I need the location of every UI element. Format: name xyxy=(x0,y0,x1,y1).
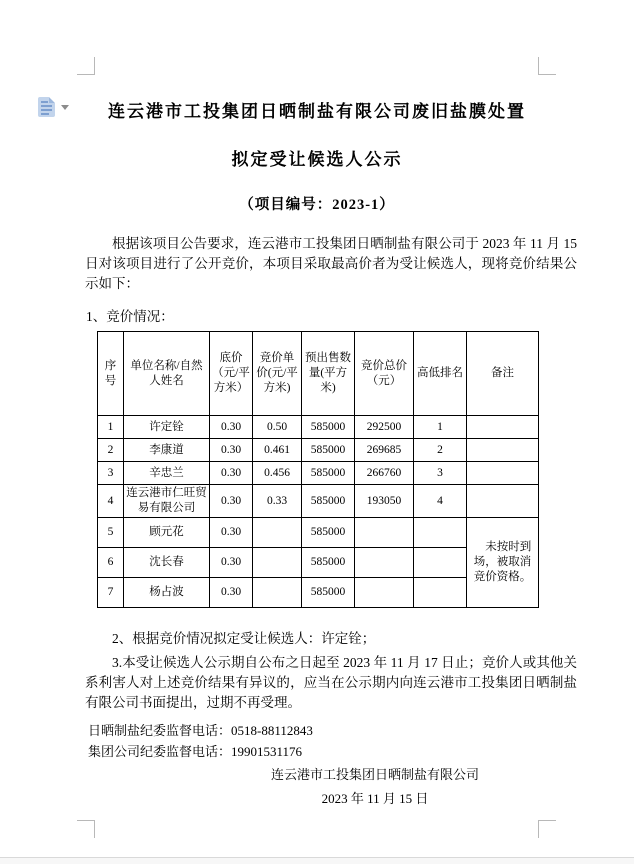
cell-base-price: 0.30 xyxy=(210,462,253,485)
candidate-paragraph: 2、根据竞价情况拟定受让候选人：许定铨； xyxy=(112,631,376,646)
cell-total-price: 266760 xyxy=(355,462,414,485)
cell-rank: 2 xyxy=(414,439,467,462)
cell-total-price: 269685 xyxy=(355,439,414,462)
cell-remark xyxy=(467,485,539,518)
cell-name: 辛忠兰 xyxy=(124,462,210,485)
cell-seq: 7 xyxy=(98,578,124,608)
header-rank: 高低排名 xyxy=(414,332,467,416)
publicity-period-paragraph: 3.本受让候选人公示期自公布之日起至 2023 年 11 月 17 日止；竞价人或其他关系利害人对上述竞价结果有异议的，应当在公示期内向连云港市工投集团日晒制盐有限公司书面提出，过期不再受理。 xyxy=(85,655,577,710)
cell-base-price: 0.30 xyxy=(210,439,253,462)
bidding-table xyxy=(97,331,539,608)
table-header-row xyxy=(98,332,539,416)
cell-name: 杨占波 xyxy=(124,578,210,608)
cell-seq: 3 xyxy=(98,462,124,485)
cell-name: 沈长春 xyxy=(124,548,210,578)
section1-heading: 1、竞价情况： xyxy=(86,309,174,324)
signature-block xyxy=(120,763,630,811)
cell-quantity: 585000 xyxy=(302,439,355,462)
crop-mark-bottom-right-icon xyxy=(538,820,556,838)
page-bottom-edge xyxy=(0,857,634,864)
cell-rank xyxy=(414,518,467,548)
cell-quantity: 585000 xyxy=(302,416,355,439)
header-quantity: 预出售数量(平方米) xyxy=(302,332,355,416)
cell-bid-unit-price xyxy=(253,578,302,608)
document-title-line2: 拟定受让候选人公示 xyxy=(231,150,403,169)
cell-quantity: 585000 xyxy=(302,485,355,518)
cell-rank: 1 xyxy=(414,416,467,439)
cell-bid-unit-price xyxy=(253,518,302,548)
cell-base-price: 0.30 xyxy=(210,485,253,518)
cell-base-price: 0.30 xyxy=(210,578,253,608)
table-row xyxy=(98,439,539,462)
cell-total-price xyxy=(355,548,414,578)
cell-seq: 2 xyxy=(98,439,124,462)
supervision-contacts xyxy=(88,721,313,762)
cell-bid-unit-price: 0.50 xyxy=(253,416,302,439)
cell-seq: 4 xyxy=(98,485,124,518)
contact-line-group-company: 集团公司纪委监督电话：19901531176 xyxy=(88,743,303,759)
table-row xyxy=(98,485,539,518)
cell-quantity: 585000 xyxy=(302,462,355,485)
document-title-line1: 连云港市工投集团日晒制盐有限公司废旧盐膜处置 xyxy=(108,102,526,121)
cell-rank: 4 xyxy=(414,485,467,518)
cell-name: 顾元花 xyxy=(124,518,210,548)
crop-mark-top-right-icon xyxy=(538,57,556,75)
cell-name: 许定铨 xyxy=(124,416,210,439)
header-remark: 备注 xyxy=(467,332,539,416)
contact-line-salt-company: 日晒制盐纪委监督电话：0518-88112843 xyxy=(88,723,313,738)
header-name: 单位名称/自然人姓名 xyxy=(124,332,210,416)
table-row xyxy=(98,518,539,548)
header-seq: 序号 xyxy=(98,332,124,416)
cell-base-price: 0.30 xyxy=(210,548,253,578)
signature-company: 连云港市工投集团日晒制盐有限公司 xyxy=(270,767,479,782)
cell-remark xyxy=(467,462,539,485)
cell-rank xyxy=(414,578,467,608)
header-bid-unit-price: 竞价单价(元/平方米) xyxy=(253,332,302,416)
cell-rank xyxy=(414,548,467,578)
cell-total-price xyxy=(355,518,414,548)
cell-base-price: 0.30 xyxy=(210,416,253,439)
cell-remark-merged: 未按时到场，被取消竞价资格。 xyxy=(467,518,539,608)
cell-bid-unit-price: 0.456 xyxy=(253,462,302,485)
cell-bid-unit-price xyxy=(253,548,302,578)
cell-remark xyxy=(467,439,539,462)
cell-seq: 5 xyxy=(98,518,124,548)
project-number: （项目编号：2023-1） xyxy=(239,197,395,213)
table-row xyxy=(98,462,539,485)
cell-total-price: 193050 xyxy=(355,485,414,518)
table-row xyxy=(98,416,539,439)
intro-paragraph: 根据该项目公告要求，连云港市工投集团日晒制盐有限公司于 2023 年 11 月 15 日对该项目进行了公开竞价，本项目采取最高价者为受让候选人，现将竞价结果公示如下： xyxy=(85,236,577,291)
cell-bid-unit-price: 0.33 xyxy=(253,485,302,518)
cell-name: 李康道 xyxy=(124,439,210,462)
cell-remark xyxy=(467,416,539,439)
cell-rank: 3 xyxy=(414,462,467,485)
cell-base-price: 0.30 xyxy=(210,518,253,548)
cell-bid-unit-price: 0.461 xyxy=(253,439,302,462)
cell-total-price: 292500 xyxy=(355,416,414,439)
cell-total-price xyxy=(355,578,414,608)
signature-date: 2023 年 11 月 15 日 xyxy=(321,791,429,806)
header-base-price: 底价（元/平方米） xyxy=(210,332,253,416)
cell-seq: 1 xyxy=(98,416,124,439)
cell-quantity: 585000 xyxy=(302,578,355,608)
cell-name: 连云港市仁旺贸易有限公司 xyxy=(124,485,210,518)
cell-quantity: 585000 xyxy=(302,518,355,548)
cell-seq: 6 xyxy=(98,548,124,578)
header-total-price: 竞价总价（元） xyxy=(355,332,414,416)
crop-mark-bottom-left-icon xyxy=(77,820,95,838)
crop-mark-top-left-icon xyxy=(77,57,95,75)
cell-quantity: 585000 xyxy=(302,548,355,578)
